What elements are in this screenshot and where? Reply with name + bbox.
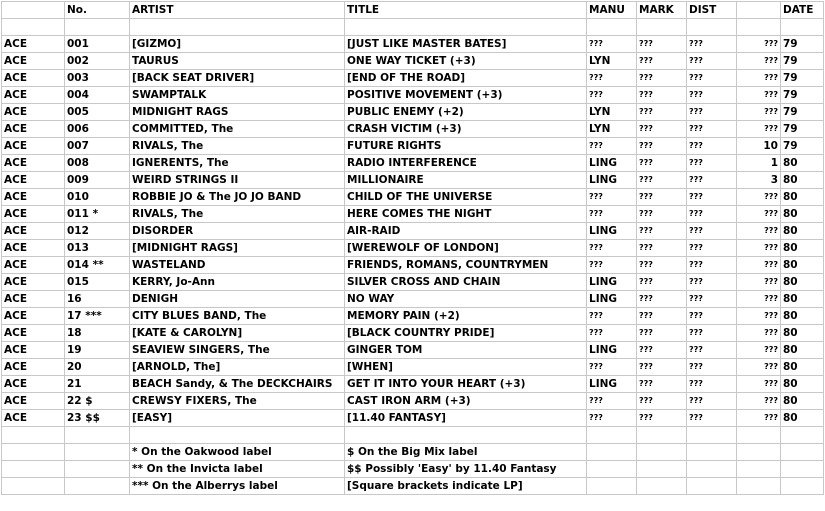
cell-no: 007 [65,138,130,155]
cell-mark: ??? [637,274,687,291]
cell-artist: WASTELAND [130,257,345,274]
cell-title: POSITIVE MOVEMENT (+3) [345,87,587,104]
table-row [2,121,824,138]
discography-sheet [1,1,824,495]
empty-cell [587,461,637,478]
cell-extra: ??? [737,410,781,427]
cell-date: 80 [781,257,824,274]
cell-mark: ??? [637,376,687,393]
empty-cell [587,19,637,36]
cell-artist: KERRY, Jo-Ann [130,274,345,291]
cell-label: ACE [2,53,65,70]
empty-cell [65,444,130,461]
cell-title: [WEREWOLF OF LONDON] [345,240,587,257]
cell-artist: ROBBIE JO & The JO JO BAND [130,189,345,206]
cell-artist: RIVALS, The [130,138,345,155]
cell-dist: ??? [687,104,737,121]
cell-date: 80 [781,274,824,291]
cell-title: HERE COMES THE NIGHT [345,206,587,223]
cell-date: 80 [781,189,824,206]
cell-no: 003 [65,70,130,87]
empty-cell [130,19,345,36]
cell-no: 22 $ [65,393,130,410]
cell-no: 006 [65,121,130,138]
cell-no: 17 *** [65,308,130,325]
cell-title: MEMORY PAIN (+2) [345,308,587,325]
cell-label: ACE [2,376,65,393]
cell-no: 014 ** [65,257,130,274]
cell-mark: ??? [637,121,687,138]
sheet-body [2,2,824,495]
cell-extra: ??? [737,291,781,308]
cell-extra: ??? [737,274,781,291]
table-row [2,104,824,121]
cell-title: [BLACK COUNTRY PRIDE] [345,325,587,342]
cell-dist: ??? [687,308,737,325]
cell-date: 80 [781,325,824,342]
cell-mark: ??? [637,240,687,257]
empty-cell [2,478,65,495]
cell-label: ACE [2,87,65,104]
cell-manu: LING [587,274,637,291]
table-row [2,138,824,155]
empty-cell [345,19,587,36]
table-row [2,410,824,427]
table-row [2,308,824,325]
cell-manu: ??? [587,308,637,325]
note-row [2,478,824,495]
cell-extra: ??? [737,189,781,206]
empty-cell [637,19,687,36]
empty-cell [737,444,781,461]
empty-cell [687,19,737,36]
cell-mark: ??? [637,53,687,70]
header-manu: MANU [587,2,637,19]
cell-label: ACE [2,223,65,240]
cell-title: FRIENDS, ROMANS, COUNTRYMEN [345,257,587,274]
note-left: * On the Oakwood label [130,444,345,461]
cell-artist: [GIZMO] [130,36,345,53]
cell-label: ACE [2,325,65,342]
cell-label: ACE [2,121,65,138]
spacer-row [2,19,824,36]
empty-cell [737,427,781,444]
cell-label: ACE [2,291,65,308]
cell-title: SILVER CROSS AND CHAIN [345,274,587,291]
cell-manu: ??? [587,138,637,155]
table-row [2,172,824,189]
cell-no: 23 $$ [65,410,130,427]
empty-cell [737,478,781,495]
cell-title: ONE WAY TICKET (+3) [345,53,587,70]
cell-dist: ??? [687,393,737,410]
cell-label: ACE [2,308,65,325]
cell-label: ACE [2,359,65,376]
cell-manu: LING [587,155,637,172]
cell-label: ACE [2,104,65,121]
cell-artist: [BACK SEAT DRIVER] [130,70,345,87]
cell-label: ACE [2,257,65,274]
spacer-row [2,427,824,444]
empty-cell [781,19,824,36]
cell-title: CAST IRON ARM (+3) [345,393,587,410]
cell-title: CRASH VICTIM (+3) [345,121,587,138]
table-row [2,240,824,257]
cell-dist: ??? [687,342,737,359]
note-row [2,444,824,461]
cell-artist: BEACH Sandy, & The DECKCHAIRS [130,376,345,393]
cell-mark: ??? [637,257,687,274]
cell-dist: ??? [687,359,737,376]
cell-mark: ??? [637,308,687,325]
cell-date: 80 [781,410,824,427]
cell-dist: ??? [687,240,737,257]
cell-manu: LING [587,376,637,393]
cell-date: 80 [781,308,824,325]
empty-cell [2,461,65,478]
header-dist: DIST [687,2,737,19]
empty-cell [130,427,345,444]
cell-mark: ??? [637,70,687,87]
cell-artist: DENIGH [130,291,345,308]
header-title: TITLE [345,2,587,19]
cell-artist: SEAVIEW SINGERS, The [130,342,345,359]
table-row [2,257,824,274]
cell-dist: ??? [687,53,737,70]
table-row [2,393,824,410]
cell-manu: ??? [587,410,637,427]
cell-title: AIR-RAID [345,223,587,240]
cell-title: GET IT INTO YOUR HEART (+3) [345,376,587,393]
table-row [2,36,824,53]
cell-no: 18 [65,325,130,342]
cell-extra: ??? [737,87,781,104]
cell-date: 79 [781,36,824,53]
cell-date: 79 [781,104,824,121]
cell-dist: ??? [687,223,737,240]
cell-dist: ??? [687,189,737,206]
cell-date: 80 [781,376,824,393]
note-left: ** On the Invicta label [130,461,345,478]
cell-date: 80 [781,393,824,410]
empty-cell [2,19,65,36]
cell-extra: ??? [737,359,781,376]
cell-mark: ??? [637,291,687,308]
note-right: [Square brackets indicate LP] [345,478,587,495]
cell-mark: ??? [637,155,687,172]
cell-manu: ??? [587,359,637,376]
cell-date: 80 [781,359,824,376]
cell-manu: ??? [587,257,637,274]
cell-title: PUBLIC ENEMY (+2) [345,104,587,121]
cell-title: FUTURE RIGHTS [345,138,587,155]
cell-no: 011 * [65,206,130,223]
cell-dist: ??? [687,70,737,87]
cell-title: MILLIONAIRE [345,172,587,189]
cell-no: 009 [65,172,130,189]
cell-mark: ??? [637,138,687,155]
table-row [2,291,824,308]
cell-extra: ??? [737,308,781,325]
cell-extra: ??? [737,257,781,274]
cell-manu: ??? [587,393,637,410]
cell-extra: ??? [737,70,781,87]
header-no: No. [65,2,130,19]
table-row [2,359,824,376]
empty-cell [781,478,824,495]
cell-artist: CITY BLUES BAND, The [130,308,345,325]
empty-cell [345,427,587,444]
cell-artist: [KATE & CAROLYN] [130,325,345,342]
cell-date: 80 [781,342,824,359]
cell-manu: LYN [587,104,637,121]
empty-cell [587,427,637,444]
header-row [2,2,824,19]
cell-date: 80 [781,223,824,240]
cell-mark: ??? [637,223,687,240]
cell-manu: LYN [587,53,637,70]
cell-title: GINGER TOM [345,342,587,359]
cell-dist: ??? [687,325,737,342]
cell-manu: ??? [587,87,637,104]
cell-manu: ??? [587,189,637,206]
empty-cell [637,461,687,478]
cell-title: NO WAY [345,291,587,308]
note-row [2,461,824,478]
cell-dist: ??? [687,274,737,291]
cell-artist: DISORDER [130,223,345,240]
empty-cell [687,478,737,495]
empty-cell [587,444,637,461]
empty-cell [637,444,687,461]
cell-label: ACE [2,36,65,53]
cell-dist: ??? [687,36,737,53]
note-right: $ On the Big Mix label [345,444,587,461]
cell-extra: ??? [737,206,781,223]
cell-no: 010 [65,189,130,206]
empty-cell [687,427,737,444]
cell-dist: ??? [687,172,737,189]
cell-artist: COMMITTED, The [130,121,345,138]
cell-no: 015 [65,274,130,291]
empty-cell [2,427,65,444]
table-row [2,206,824,223]
cell-mark: ??? [637,393,687,410]
cell-artist: [ARNOLD, The] [130,359,345,376]
cell-label: ACE [2,172,65,189]
cell-dist: ??? [687,155,737,172]
cell-date: 80 [781,206,824,223]
cell-manu: ??? [587,240,637,257]
cell-no: 20 [65,359,130,376]
cell-extra: 3 [737,172,781,189]
cell-extra: ??? [737,240,781,257]
table-row [2,376,824,393]
empty-cell [65,19,130,36]
cell-date: 80 [781,240,824,257]
cell-mark: ??? [637,206,687,223]
cell-title: [11.40 FANTASY] [345,410,587,427]
cell-mark: ??? [637,189,687,206]
cell-dist: ??? [687,291,737,308]
cell-manu: LING [587,291,637,308]
cell-extra: ??? [737,104,781,121]
cell-no: 19 [65,342,130,359]
cell-extra: ??? [737,121,781,138]
empty-cell [781,427,824,444]
cell-no: 21 [65,376,130,393]
cell-date: 79 [781,53,824,70]
cell-dist: ??? [687,206,737,223]
cell-extra: ??? [737,393,781,410]
cell-no: 005 [65,104,130,121]
empty-cell [587,478,637,495]
cell-extra: ??? [737,376,781,393]
cell-label: ACE [2,240,65,257]
cell-label: ACE [2,274,65,291]
cell-extra: ??? [737,36,781,53]
cell-dist: ??? [687,257,737,274]
header-mark: MARK [637,2,687,19]
note-left: *** On the Alberrys label [130,478,345,495]
empty-cell [637,478,687,495]
cell-manu: LING [587,172,637,189]
table-row [2,325,824,342]
cell-mark: ??? [637,172,687,189]
table-row [2,274,824,291]
cell-title: RADIO INTERFERENCE [345,155,587,172]
cell-date: 80 [781,291,824,308]
cell-label: ACE [2,410,65,427]
table-row [2,53,824,70]
cell-date: 80 [781,155,824,172]
cell-title: [END OF THE ROAD] [345,70,587,87]
empty-cell [65,427,130,444]
cell-date: 79 [781,121,824,138]
cell-manu: LING [587,223,637,240]
cell-manu: LING [587,342,637,359]
header-date: DATE [781,2,824,19]
cell-mark: ??? [637,325,687,342]
empty-cell [65,478,130,495]
cell-label: ACE [2,138,65,155]
empty-cell [65,461,130,478]
cell-manu: ??? [587,70,637,87]
cell-no: 004 [65,87,130,104]
cell-extra: 1 [737,155,781,172]
cell-mark: ??? [637,36,687,53]
empty-cell [637,427,687,444]
cell-mark: ??? [637,104,687,121]
cell-manu: ??? [587,206,637,223]
cell-manu: ??? [587,325,637,342]
table-row [2,223,824,240]
note-right: $$ Possibly 'Easy' by 11.40 Fantasy [345,461,587,478]
cell-mark: ??? [637,342,687,359]
cell-artist: [MIDNIGHT RAGS] [130,240,345,257]
cell-dist: ??? [687,121,737,138]
empty-cell [737,461,781,478]
cell-artist: CREWSY FIXERS, The [130,393,345,410]
cell-artist: IGNERENTS, The [130,155,345,172]
table-row [2,342,824,359]
cell-title: [WHEN] [345,359,587,376]
cell-date: 79 [781,138,824,155]
empty-cell [781,461,824,478]
cell-artist: MIDNIGHT RAGS [130,104,345,121]
cell-dist: ??? [687,87,737,104]
cell-extra: ??? [737,342,781,359]
cell-date: 79 [781,87,824,104]
empty-cell [687,461,737,478]
table-row [2,70,824,87]
cell-label: ACE [2,155,65,172]
cell-artist: RIVALS, The [130,206,345,223]
cell-title: CHILD OF THE UNIVERSE [345,189,587,206]
cell-dist: ??? [687,410,737,427]
header-artist: ARTIST [130,2,345,19]
empty-cell [2,444,65,461]
cell-mark: ??? [637,87,687,104]
table-row [2,155,824,172]
empty-cell [737,19,781,36]
cell-label: ACE [2,70,65,87]
cell-artist: WEIRD STRINGS II [130,172,345,189]
cell-manu: LYN [587,121,637,138]
cell-extra: 10 [737,138,781,155]
empty-cell [687,444,737,461]
cell-extra: ??? [737,53,781,70]
cell-label: ACE [2,189,65,206]
header-label [2,2,65,19]
cell-no: 002 [65,53,130,70]
cell-date: 80 [781,172,824,189]
empty-cell [781,444,824,461]
cell-manu: ??? [587,36,637,53]
cell-no: 013 [65,240,130,257]
cell-dist: ??? [687,376,737,393]
cell-title: [JUST LIKE MASTER BATES] [345,36,587,53]
cell-no: 001 [65,36,130,53]
cell-mark: ??? [637,359,687,376]
cell-label: ACE [2,342,65,359]
cell-artist: SWAMPTALK [130,87,345,104]
cell-dist: ??? [687,138,737,155]
cell-artist: TAURUS [130,53,345,70]
cell-no: 16 [65,291,130,308]
table-row [2,87,824,104]
cell-mark: ??? [637,410,687,427]
cell-date: 79 [781,70,824,87]
table-row [2,189,824,206]
cell-label: ACE [2,393,65,410]
cell-no: 008 [65,155,130,172]
cell-label: ACE [2,206,65,223]
cell-artist: [EASY] [130,410,345,427]
cell-extra: ??? [737,223,781,240]
cell-no: 012 [65,223,130,240]
header-extra [737,2,781,19]
cell-extra: ??? [737,325,781,342]
